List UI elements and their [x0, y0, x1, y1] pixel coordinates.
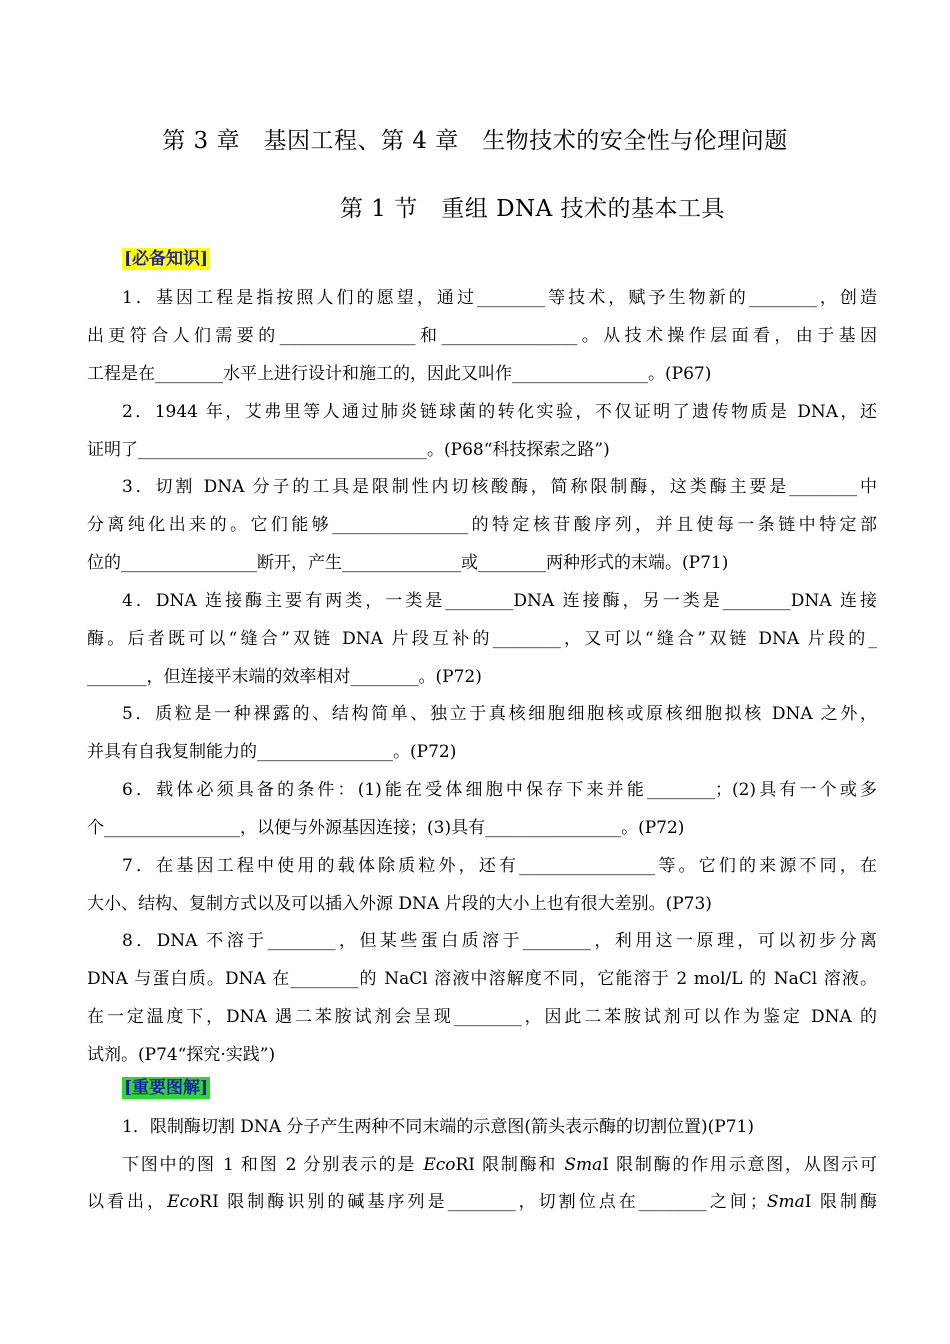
text-line: 并具有自我复制能力的________________。(P72) [87, 742, 457, 762]
text-fragment: 以看出， [87, 1192, 168, 1212]
knowledge-section-tag: [必备知识] [124, 249, 209, 269]
section-title: 第 1 节 重组 DNA 技术的基本工具 [340, 196, 726, 222]
text-fragment: I 限制酶的作用示意图，从图示可 [602, 1155, 877, 1175]
text-line: 出更符合人们需要的________________和________________。从技术操作层面看，由于基因 [87, 326, 877, 346]
text-line: 7．在基因工程中使用的载体除质粒外，还有________________等。它们的来源不同，在 [122, 856, 877, 876]
text-line: 1．限制酶切割 DNA 分子产生两种不同末端的示意图(箭头表示酶的切割位置)(P71) [122, 1117, 755, 1137]
italic-enzyme-name: Eco [423, 1155, 456, 1175]
text-line: 3．切割 DNA 分子的工具是限制性内切核酸酶，简称限制酶，这类酶主要是________中 [122, 477, 877, 497]
text-line: 1．基因工程是指按照人们的愿望，通过________等技术，赋予生物新的________，创造 [122, 288, 877, 308]
text-line: 8．DNA 不溶于________，但某些蛋白质溶于________，利用这一原理，可以初步分离 [122, 931, 877, 951]
italic-enzyme-name: Sma [766, 1192, 805, 1212]
text-fragment: RI 限制酶和 [455, 1155, 565, 1175]
text-fragment: RI 限制酶识别的碱基序列是________，切割位点在________之间； [199, 1192, 767, 1212]
text-line: 证明了__________________________________。(P68“科技探索之路”) [87, 440, 610, 460]
text-line: 位的________________断开，产生______________或________两种形式的末端。(P71) [87, 553, 729, 573]
text-line: 分离纯化出来的。它们能够________________的特定核苷酸序列，并且使每一条链中特定部 [87, 515, 877, 535]
text-line [122, 1153, 877, 1177]
italic-enzyme-name: Eco [167, 1192, 200, 1212]
text-fragment: I 限制酶 [804, 1192, 878, 1212]
italic-enzyme-name: Sma [564, 1155, 603, 1175]
text-line: 4．DNA 连接酶主要有两类，一类是________DNA 连接酶，另一类是________DNA 连接 [122, 591, 877, 611]
figures-section-tag: [重要图解] [124, 1078, 209, 1098]
text-line [87, 1190, 877, 1214]
text-line: DNA 与蛋白质。DNA 在________的 NaCl 溶液中溶解度不同，它能溶于 2 mol/L 的 NaCl 溶液。 [87, 969, 877, 989]
text-line: 工程是在________水平上进行设计和施工的，因此又叫作________________。(P67) [87, 364, 712, 384]
text-line: 个________________，以便与外源基因连接；(3)具有________________。(P72) [87, 818, 685, 838]
text-line: 在一定温度下，DNA 遇二苯胺试剂会呈现________，因此二苯胺试剂可以作为鉴定 DNA 的 [87, 1007, 877, 1027]
text-line: 5．质粒是一种裸露的、结构简单、独立于真核细胞细胞核或原核细胞拟核 DNA 之外， [122, 704, 877, 724]
text-line: 大小、结构、复制方式以及可以插入外源 DNA 片段的大小上也有很大差别。(P73) [87, 894, 712, 914]
text-fragment: 下图中的图 1 和图 2 分别表示的是 [122, 1155, 424, 1175]
chapter-title: 第 3 章 基因工程、第 4 章 生物技术的安全性与伦理问题 [162, 128, 788, 154]
text-line: 6．载体必须具备的条件：(1)能在受体细胞中保存下来并能________；(2)具有一个或多 [122, 780, 877, 800]
text-line: 2．1944 年，艾弗里等人通过肺炎链球菌的转化实验，不仅证明了遗传物质是 DNA，还 [122, 402, 877, 422]
text-line: 酶。后者既可以“缝合”双链 DNA 片段互补的________，又可以“缝合”双链 DNA 片段的_ [87, 629, 877, 649]
text-line: 试剂。(P74“探究·实践”) [87, 1045, 276, 1065]
text-line: _______，但连接平末端的效率相对________。(P72) [87, 667, 482, 687]
